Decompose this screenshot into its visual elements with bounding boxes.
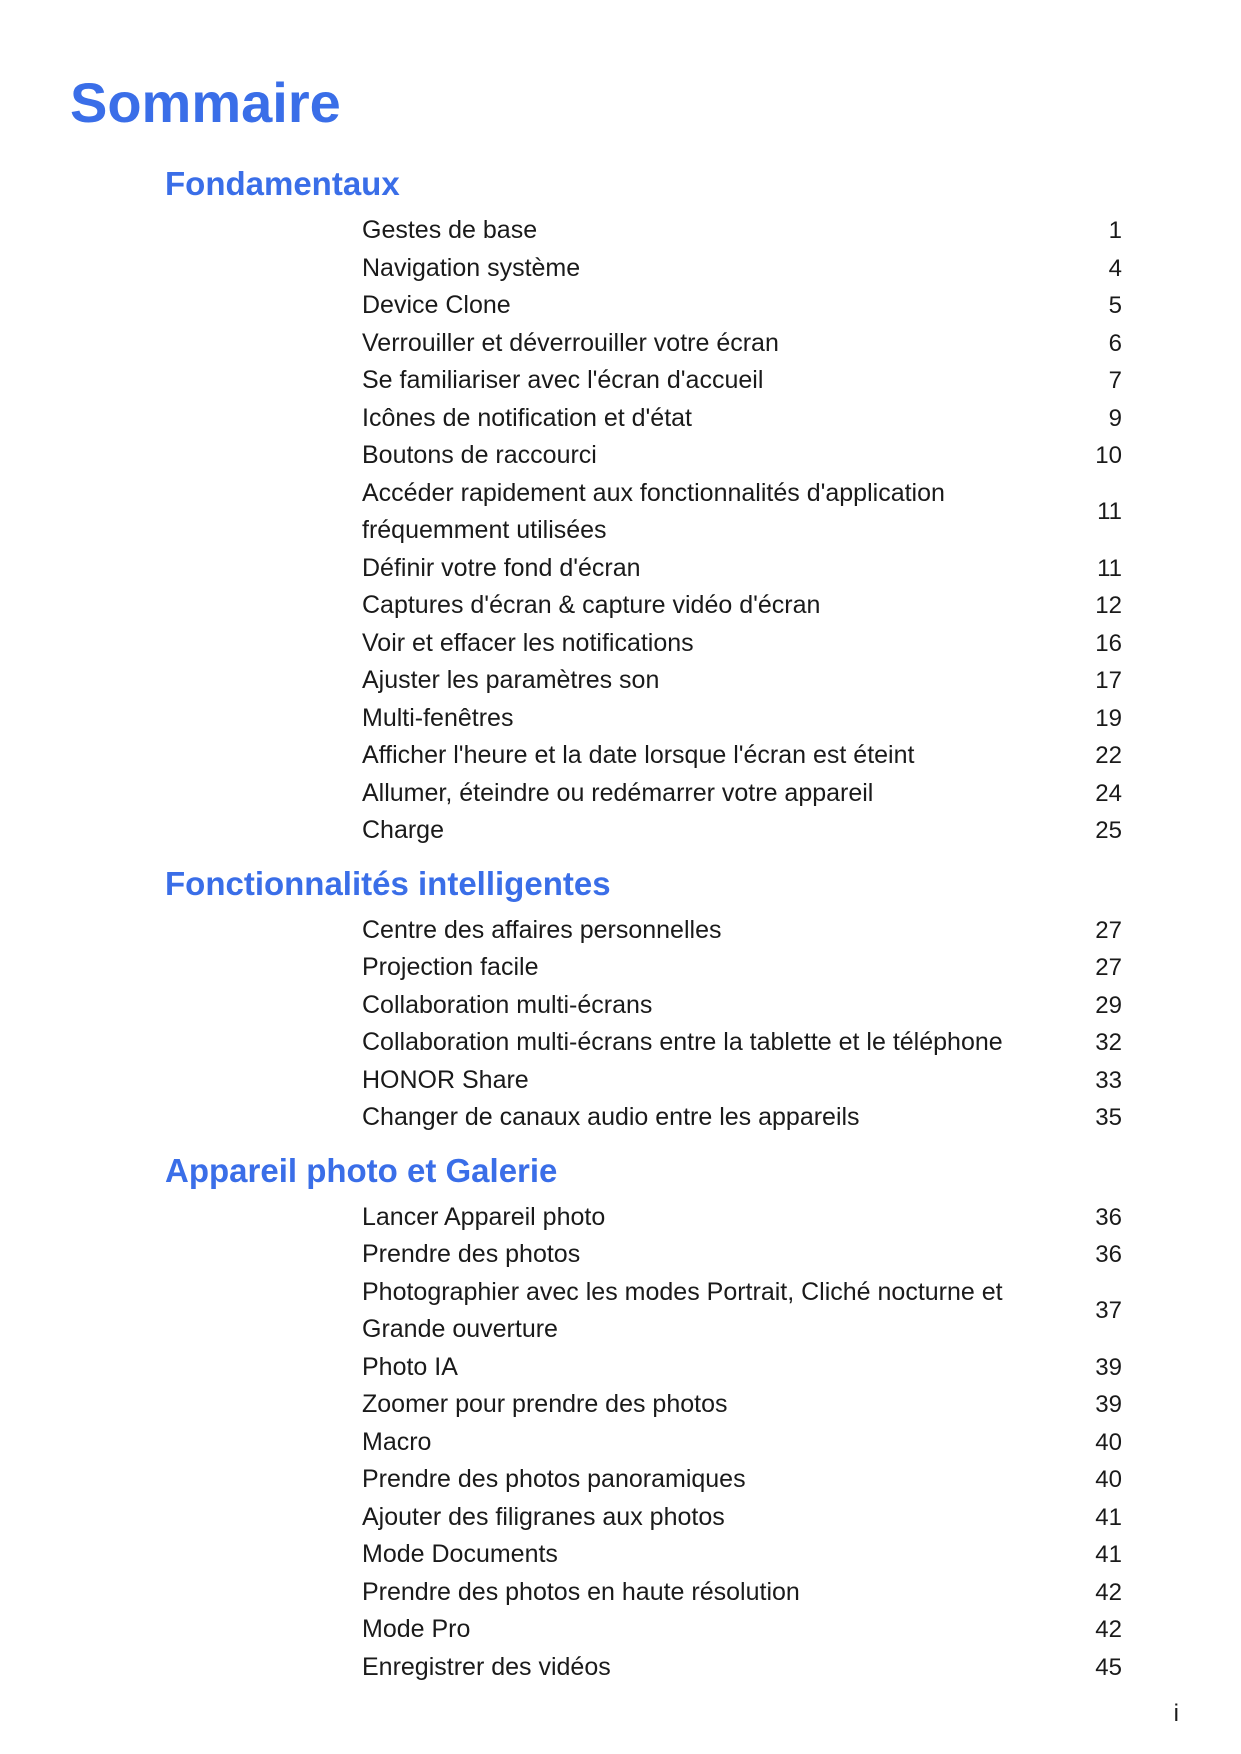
- toc-entry-title: Navigation système: [362, 253, 581, 282]
- toc-entry-page-number: 39: [1095, 1391, 1122, 1418]
- toc-entry-page-number: 1: [1108, 217, 1122, 244]
- section-heading[interactable]: Fonctionnalités intelligentes: [165, 864, 611, 902]
- toc-entry-title: Prendre des photos en haute résolution: [362, 1577, 800, 1606]
- section-heading[interactable]: Fondamentaux: [165, 165, 400, 202]
- toc-entry[interactable]: [0, 437, 1165, 475]
- toc-entry-page-number: 45: [1095, 1653, 1122, 1681]
- toc-entry-title: Se familiariser avec l'écran d'accueil: [362, 366, 764, 394]
- toc-entry-title: Ajuster les paramètres son: [362, 666, 660, 694]
- toc-entry[interactable]: [0, 362, 1165, 400]
- toc-entry[interactable]: [0, 949, 1165, 987]
- toc-entry-page-number: 10: [1095, 442, 1122, 469]
- toc-entry-title: Zoomer pour prendre des photos: [362, 1390, 728, 1418]
- toc-entry-title: Captures d'écran & capture vidéo d'écran: [362, 591, 821, 619]
- toc-entry-title: Gestes de base: [362, 216, 538, 244]
- toc-entry-page-number: 12: [1095, 592, 1122, 619]
- toc-entry-page-number: 42: [1095, 1616, 1122, 1643]
- toc-entry[interactable]: [0, 1386, 1165, 1424]
- toc-entry-title: Changer de canaux audio entre les appareils: [362, 1103, 860, 1131]
- toc-entry-page-number: 32: [1095, 1029, 1122, 1056]
- toc-entry-title: HONOR Share: [362, 1065, 529, 1094]
- toc-entry-title: Allumer, éteindre ou redémarrer votre appareil: [362, 778, 874, 807]
- toc-entry-title: Afficher l'heure et la date lorsque l'écran est éteint: [362, 741, 915, 769]
- toc-entry-page-number: 16: [1095, 629, 1122, 657]
- toc-entry-title: Photographier avec les modes Portrait, Cliché nocturne et Grande ouverture: [362, 1277, 1003, 1343]
- toc-entry-page-number: 9: [1108, 404, 1122, 432]
- page-number: i: [1173, 1700, 1179, 1727]
- toc-entry-title: Multi-fenêtres: [362, 703, 514, 732]
- toc-entry-page-number: 27: [1095, 916, 1122, 944]
- toc-entry-title: Voir et effacer les notifications: [362, 628, 694, 657]
- toc-entry-title: Charge: [362, 816, 444, 844]
- toc-entry-title: Accéder rapidement aux fonctionnalités d'application fréquemment utilisées: [362, 478, 945, 544]
- toc-entry-page-number: 41: [1095, 1503, 1122, 1531]
- toc-entry[interactable]: [0, 1274, 1165, 1349]
- toc-entry-page-number: 36: [1095, 1241, 1122, 1268]
- toc-entry-page-number: 24: [1095, 779, 1122, 807]
- toc-entry[interactable]: [0, 1499, 1165, 1537]
- toc-entry-title: Verrouiller et déverrouiller votre écran: [362, 328, 779, 357]
- toc-entry[interactable]: [0, 1461, 1165, 1499]
- toc-entry-title: Lancer Appareil photo: [362, 1202, 606, 1231]
- toc-entry-title: Mode Pro: [362, 1615, 471, 1643]
- toc-entry[interactable]: [0, 912, 1165, 950]
- toc-entry[interactable]: [0, 400, 1165, 438]
- toc-entry-title: Prendre des photos: [362, 1240, 581, 1268]
- toc-entry[interactable]: [0, 212, 1165, 250]
- toc-entry-page-number: 19: [1095, 704, 1122, 732]
- toc-entry-page-number: 17: [1095, 667, 1122, 694]
- toc-entry-page-number: 6: [1108, 329, 1122, 357]
- toc-entry[interactable]: [0, 1424, 1165, 1462]
- section-heading[interactable]: Appareil photo et Galerie: [165, 1151, 558, 1189]
- toc-entry[interactable]: [0, 662, 1165, 700]
- toc-entry-page-number: 40: [1095, 1428, 1122, 1456]
- toc-entry[interactable]: [0, 475, 1165, 550]
- toc-entry[interactable]: [0, 1199, 1165, 1237]
- toc-entry-page-number: 22: [1095, 742, 1122, 769]
- toc-entry-title: Projection facile: [362, 953, 539, 981]
- toc-entry-page-number: 42: [1095, 1578, 1122, 1606]
- toc-entry[interactable]: [0, 1611, 1165, 1649]
- toc-entry-title: Device Clone: [362, 291, 511, 319]
- toc-entry[interactable]: [0, 587, 1165, 625]
- toc-entry-title: Macro: [362, 1427, 432, 1456]
- toc-entry[interactable]: [0, 1649, 1165, 1687]
- toc-entry[interactable]: [0, 550, 1165, 588]
- toc-entry-title: Icônes de notification et d'état: [362, 403, 692, 432]
- toc-entry[interactable]: [0, 1062, 1165, 1100]
- toc-entry[interactable]: [0, 625, 1165, 663]
- toc-entry[interactable]: [0, 287, 1165, 325]
- toc-entry-page-number: 11: [1097, 498, 1122, 526]
- toc-entry-page-number: 5: [1108, 292, 1122, 319]
- page-title: Sommaire: [70, 71, 341, 134]
- toc-entry[interactable]: [0, 1099, 1165, 1137]
- toc-entry-title: Définir votre fond d'écran: [362, 553, 641, 582]
- toc-entry-page-number: 37: [1095, 1297, 1122, 1325]
- toc-entry-page-number: 11: [1097, 554, 1122, 582]
- toc-entry-title: Photo IA: [362, 1352, 458, 1381]
- toc-entry[interactable]: [0, 987, 1165, 1025]
- toc-section: [0, 162, 1241, 850]
- toc-entry-page-number: 40: [1095, 1466, 1122, 1493]
- toc-entry-title: Prendre des photos panoramiques: [362, 1465, 746, 1493]
- toc-entry-title: Mode Documents: [362, 1540, 558, 1568]
- toc-entry-page-number: 36: [1095, 1203, 1122, 1231]
- toc-section: [0, 1149, 1241, 1687]
- toc-entry-title: Collaboration multi-écrans: [362, 990, 653, 1019]
- toc-entry[interactable]: [0, 325, 1165, 363]
- toc-section: [0, 862, 1241, 1137]
- toc-entry[interactable]: [0, 812, 1165, 850]
- toc-entry-page-number: 35: [1095, 1104, 1122, 1131]
- toc-entry[interactable]: [0, 1349, 1165, 1387]
- toc-entry[interactable]: [0, 1024, 1165, 1062]
- toc-entry-title: Centre des affaires personnelles: [362, 915, 722, 944]
- toc-entry-title: Ajouter des filigranes aux photos: [362, 1502, 725, 1531]
- toc-entry-title: Collaboration multi-écrans entre la tablette et le téléphone: [362, 1028, 1003, 1056]
- toc-entry[interactable]: [0, 1574, 1165, 1612]
- toc-entry-page-number: 39: [1095, 1353, 1122, 1381]
- toc-entry[interactable]: [0, 775, 1165, 813]
- toc-entry[interactable]: [0, 1236, 1165, 1274]
- toc-entry-page-number: 33: [1095, 1066, 1122, 1094]
- toc-entry[interactable]: [0, 700, 1165, 738]
- toc-entry-page-number: 4: [1108, 254, 1122, 282]
- toc-entry-page-number: 7: [1108, 367, 1122, 394]
- toc-entry-page-number: 25: [1095, 817, 1122, 844]
- table-of-contents: [0, 162, 1241, 1698]
- toc-entry[interactable]: [0, 250, 1165, 288]
- toc-entry-page-number: 27: [1095, 954, 1122, 981]
- toc-entry[interactable]: [0, 737, 1165, 775]
- toc-entry[interactable]: [0, 1536, 1165, 1574]
- toc-entry-page-number: 29: [1095, 991, 1122, 1019]
- toc-entry-title: Boutons de raccourci: [362, 441, 597, 469]
- toc-entry-page-number: 41: [1095, 1541, 1122, 1568]
- toc-entry-title: Enregistrer des vidéos: [362, 1652, 611, 1681]
